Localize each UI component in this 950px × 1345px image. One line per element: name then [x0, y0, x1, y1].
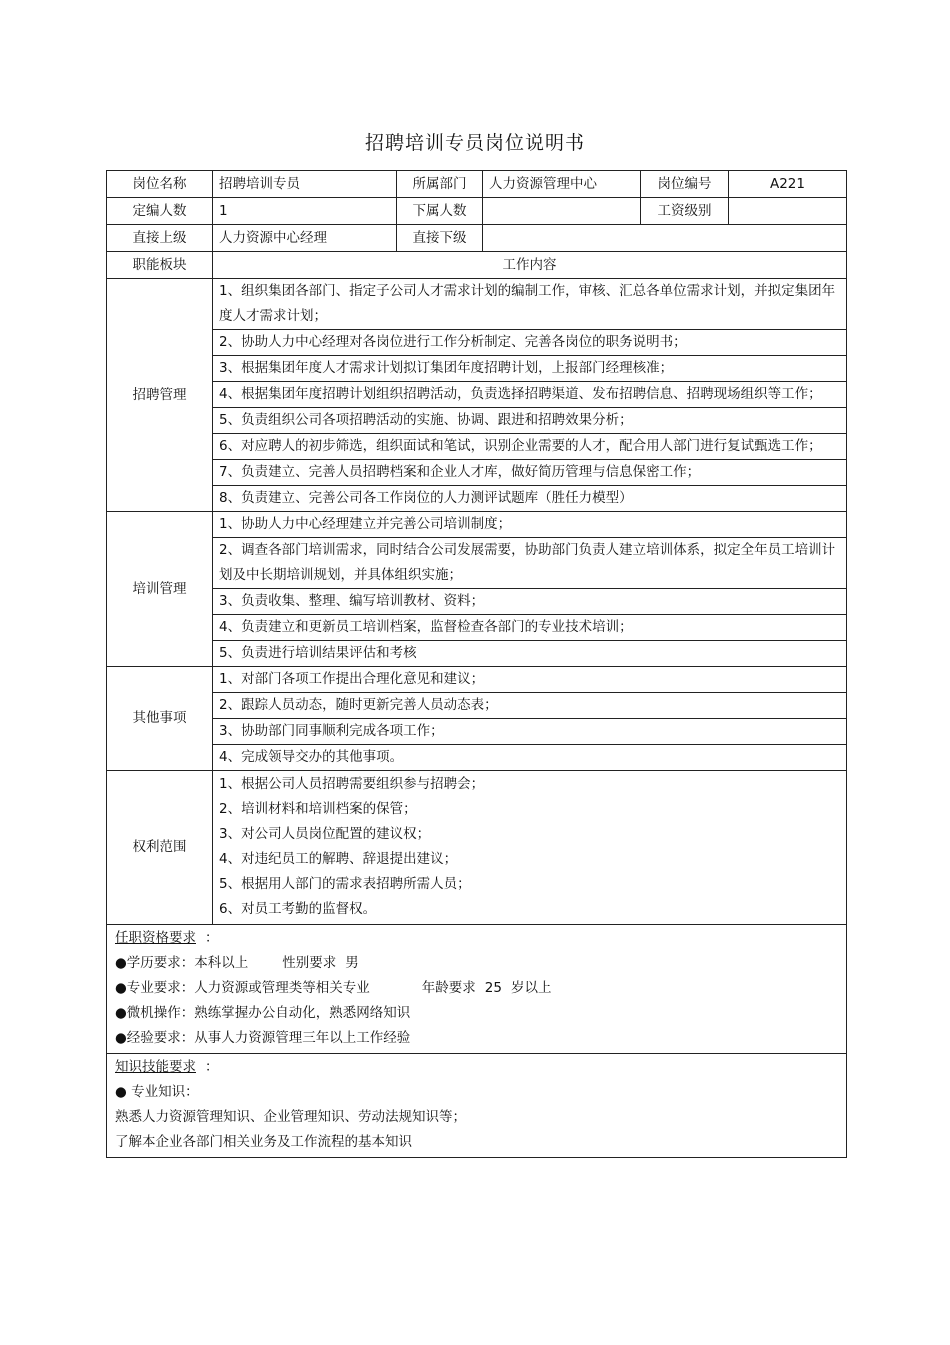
age-label: 年龄要求	[421, 980, 476, 996]
section-item-row	[107, 693, 847, 719]
salary-grade-value	[729, 198, 847, 225]
section-item-row	[107, 356, 847, 382]
section-item: 1、协助人力中心经理建立并完善公司培训制度；	[213, 512, 847, 538]
post-name-label: 岗位名称	[107, 171, 213, 198]
dept-label: 所属部门	[397, 171, 483, 198]
experience-value: 从事人力资源管理三年以上工作经验	[194, 1030, 411, 1046]
major-value: 人力资源或管理类等相关专业	[194, 980, 370, 996]
section-item-row	[107, 330, 847, 356]
post-code-value: A221	[729, 171, 847, 198]
qualifications-heading: 任职资格要求	[115, 930, 196, 946]
section-item-row	[107, 460, 847, 486]
knowledge-line-1: 熟悉人力资源管理知识、企业管理知识、劳动法规知识等；	[115, 1109, 466, 1125]
subordinates-label: 下属人数	[397, 198, 483, 225]
knowledge-row	[107, 1054, 847, 1158]
section-item-row	[107, 382, 847, 408]
knowledge-heading: 知识技能要求	[115, 1059, 196, 1075]
quota-value: 1	[213, 198, 397, 225]
section-item: 4、完成领导交办的其他事项。	[213, 745, 847, 771]
section-item-row	[107, 279, 847, 330]
section-item: 7、负责建立、完善人员招聘档案和企业人才库，做好简历管理与信息保密工作；	[213, 460, 847, 486]
section-label: 招聘管理	[107, 279, 213, 512]
education-label: ●学历要求：	[115, 955, 195, 971]
rights-list	[213, 771, 847, 925]
major-line	[115, 976, 838, 1001]
section-item: 5、负责组织公司各项招聘活动的实施、协调、跟进和招聘效果分析；	[213, 408, 847, 434]
section-label: 培训管理	[107, 512, 213, 667]
rights-row	[107, 771, 847, 925]
section-item-row	[107, 486, 847, 512]
salary-grade-label: 工资级别	[641, 198, 729, 225]
knowledge-cell	[107, 1054, 847, 1158]
section-item-row	[107, 408, 847, 434]
post-code-label: 岗位编号	[641, 171, 729, 198]
direct-sub-label: 直接下级	[397, 225, 483, 252]
superior-label: 直接上级	[107, 225, 213, 252]
section-item-row	[107, 667, 847, 693]
header-row-2	[107, 198, 847, 225]
major-label: ●专业要求：	[115, 980, 195, 996]
rights-item: 4、对违纪员工的解聘、辞退提出建议；	[219, 851, 458, 867]
gender-value: 男	[345, 955, 359, 971]
section-item: 6、对应聘人的初步筛选，组织面试和笔试，识别企业需要的人才，配合用人部门进行复试甄选工作；	[213, 434, 847, 460]
direct-sub-value	[483, 225, 847, 252]
job-description-table	[106, 170, 847, 1158]
rights-item: 5、根据用人部门的需求表招聘所需人员；	[219, 876, 471, 892]
knowledge-bullet: ● 专业知识：	[115, 1084, 199, 1100]
superior-value: 人力资源中心经理	[213, 225, 397, 252]
education-line	[115, 951, 838, 976]
section-item: 3、负责收集、整理、编写培训教材、资料；	[213, 589, 847, 615]
section-item-row	[107, 615, 847, 641]
knowledge-heading-line	[115, 1055, 838, 1080]
rights-item: 3、对公司人员岗位配置的建议权；	[219, 826, 431, 842]
header-row-1	[107, 171, 847, 198]
age-value: 25	[484, 980, 502, 996]
computer-line	[115, 1001, 838, 1026]
experience-label: ●经验要求：	[115, 1030, 195, 1046]
header-row-4	[107, 252, 847, 279]
function-label: 职能板块	[107, 252, 213, 279]
rights-item: 6、对员工考勤的监督权。	[219, 901, 377, 917]
knowledge-line-2: 了解本企业各部门相关业务及工作流程的基本知识	[115, 1134, 412, 1150]
section-item: 8、负责建立、完善公司各工作岗位的人力测评试题库（胜任力模型）	[213, 486, 847, 512]
content-label: 工作内容	[213, 252, 847, 279]
qualifications-colon: ：	[205, 930, 219, 946]
section-item: 2、跟踪人员动态，随时更新完善人员动态表；	[213, 693, 847, 719]
section-item: 5、负责进行培训结果评估和考核	[213, 641, 847, 667]
section-item: 1、组织集团各部门、指定子公司人才需求计划的编制工作，审核、汇总各单位需求计划，并拟定集团年度人才需求计划；	[213, 279, 847, 330]
gender-label: 性别要求	[282, 955, 337, 971]
rights-item: 2、培训材料和培训档案的保管；	[219, 801, 417, 817]
rights-label: 权利范围	[107, 771, 213, 925]
section-item-row	[107, 745, 847, 771]
computer-label: ●微机操作：	[115, 1005, 195, 1021]
computer-value: 熟练掌握办公自动化，熟悉网络知识	[194, 1005, 411, 1021]
section-item: 4、根据集团年度招聘计划组织招聘活动，负责选择招聘渠道、发布招聘信息、招聘现场组织等工作；	[213, 382, 847, 408]
section-item: 3、根据集团年度人才需求计划拟订集团年度招聘计划，上报部门经理核准；	[213, 356, 847, 382]
post-name-value: 招聘培训专员	[213, 171, 397, 198]
dept-value: 人力资源管理中心	[483, 171, 641, 198]
section-item-row	[107, 641, 847, 667]
qualifications-row	[107, 925, 847, 1054]
header-row-3	[107, 225, 847, 252]
section-item-row	[107, 589, 847, 615]
section-item: 4、负责建立和更新员工培训档案，监督检查各部门的专业技术培训；	[213, 615, 847, 641]
section-item: 2、协助人力中心经理对各岗位进行工作分析制定、完善各岗位的职务说明书；	[213, 330, 847, 356]
section-item: 1、对部门各项工作提出合理化意见和建议；	[213, 667, 847, 693]
qualifications-cell	[107, 925, 847, 1054]
page-title: 招聘培训专员岗位说明书	[364, 132, 585, 154]
qualifications-heading-line	[115, 926, 838, 951]
quota-label: 定编人数	[107, 198, 213, 225]
section-item: 2、调查各部门培训需求，同时结合公司发展需要，协助部门负责人建立培训体系，拟定全年员工培训计划及中长期培训规划，并具体组织实施；	[213, 538, 847, 589]
section-label: 其他事项	[107, 667, 213, 771]
rights-item: 1、根据公司人员招聘需要组织参与招聘会；	[219, 776, 485, 792]
knowledge-colon: ：	[205, 1059, 219, 1075]
subordinates-value	[483, 198, 641, 225]
section-item-row	[107, 538, 847, 589]
section-item-row	[107, 719, 847, 745]
education-value: 本科以上	[194, 955, 249, 971]
experience-line	[115, 1026, 838, 1051]
age-suffix: 岁以上	[510, 980, 552, 996]
section-item-row	[107, 434, 847, 460]
section-item: 3、协助部门同事顺利完成各项工作；	[213, 719, 847, 745]
section-item-row	[107, 512, 847, 538]
